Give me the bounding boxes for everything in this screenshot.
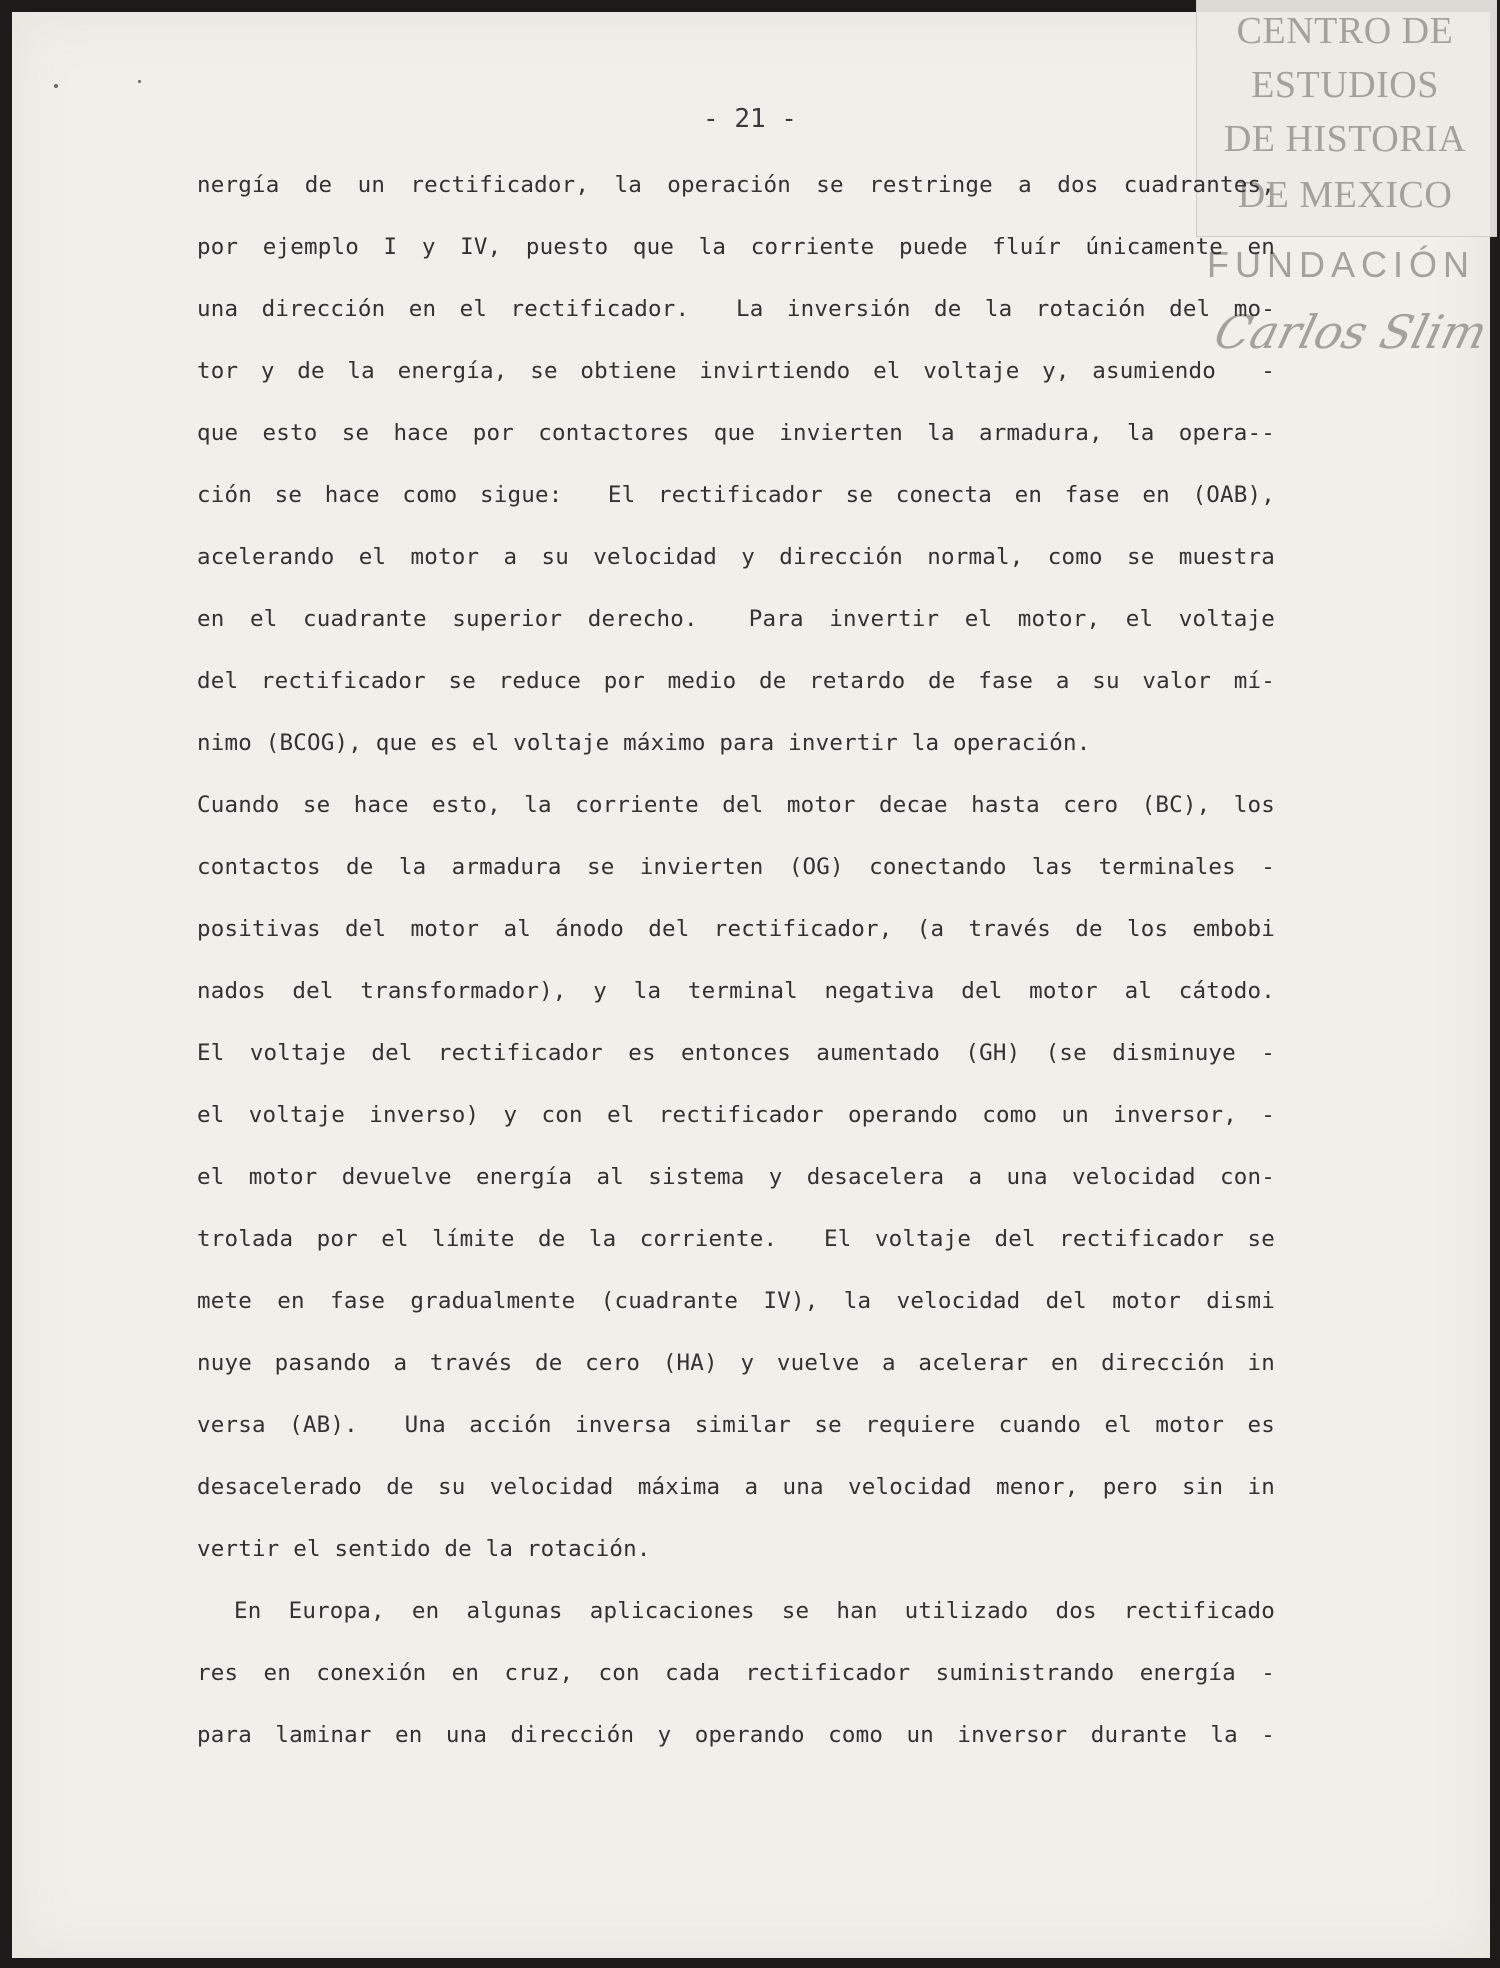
text-line: El voltaje del rectificador es entonces aumentado (GH) (se disminuye - bbox=[197, 1040, 1275, 1066]
text-line: ción se hace como sigue: El rectificador se conecta en fase en (OAB), bbox=[197, 482, 1275, 508]
text-line: nados del transformador), y la terminal negativa del motor al cátodo. bbox=[197, 978, 1275, 1004]
text-line: nuye pasando a través de cero (HA) y vuelve a acelerar en dirección in bbox=[197, 1350, 1275, 1376]
text-line: el motor devuelve energía al sistema y desacelera a una velocidad con- bbox=[197, 1164, 1275, 1190]
text-line: trolada por el límite de la corriente. El voltaje del rectificador se bbox=[197, 1226, 1275, 1252]
watermark-line: ESTUDIOS bbox=[1251, 64, 1439, 106]
text-line: versa (AB). Una acción inversa similar se requiere cuando el motor es bbox=[197, 1412, 1275, 1438]
text-line: el voltaje inverso) y con el rectificador operando como un inversor, - bbox=[197, 1102, 1275, 1128]
text-line: una dirección en el rectificador. La inversión de la rotación del mo- bbox=[197, 296, 1275, 322]
text-line: del rectificador se reduce por medio de retardo de fase a su valor mí- bbox=[197, 668, 1275, 694]
text-line: para laminar en una dirección y operando como un inversor durante la - bbox=[197, 1722, 1275, 1748]
text-line: nergía de un rectificador, la operación se restringe a dos cuadrantes, bbox=[197, 172, 1275, 198]
text-line: desacelerado de su velocidad máxima a una velocidad menor, pero sin in bbox=[197, 1474, 1275, 1500]
page-number: - 21 - bbox=[703, 104, 797, 134]
text-line: acelerando el motor a su velocidad y dirección normal, como se muestra bbox=[197, 544, 1275, 570]
watermark-line: DE HISTORIA bbox=[1223, 118, 1467, 160]
text-line: Cuando se hace esto, la corriente del motor decae hasta cero (BC), los bbox=[197, 792, 1275, 818]
text-line: por ejemplo I y IV, puesto que la corriente puede fluír únicamente en bbox=[197, 234, 1275, 260]
dust-speck bbox=[54, 84, 58, 88]
text-line: mete en fase gradualmente (cuadrante IV), la velocidad del motor dismi bbox=[197, 1288, 1275, 1314]
text-line: que esto se hace por contactores que invierten la armadura, la opera-- bbox=[197, 420, 1275, 446]
text-line: nimo (BCOG), que es el voltaje máximo para invertir la operación. bbox=[197, 730, 1091, 756]
watermark-signature: Carlos Slim bbox=[1209, 305, 1493, 359]
text-line: en el cuadrante superior derecho. Para invertir el motor, el voltaje bbox=[197, 606, 1275, 632]
text-line: res en conexión en cruz, con cada rectificador suministrando energía - bbox=[197, 1660, 1275, 1686]
text-line: positivas del motor al ánodo del rectificador, (a través de los embobi bbox=[197, 916, 1275, 942]
text-line: contactos de la armadura se invierten (OG) conectando las terminales - bbox=[197, 854, 1275, 880]
dust-speck bbox=[138, 80, 141, 83]
watermark-line: DE MEXICO bbox=[1237, 174, 1453, 216]
watermark-foundation: FUNDACIÓN bbox=[1207, 244, 1475, 285]
text-line: En Europa, en algunas aplicaciones se han utilizado dos rectificado bbox=[234, 1598, 1275, 1624]
watermark-line: CENTRO DE bbox=[1236, 10, 1454, 52]
text-line: vertir el sentido de la rotación. bbox=[197, 1536, 651, 1562]
text-line: tor y de la energía, se obtiene invirtiendo el voltaje y, asumiendo - bbox=[197, 358, 1275, 384]
